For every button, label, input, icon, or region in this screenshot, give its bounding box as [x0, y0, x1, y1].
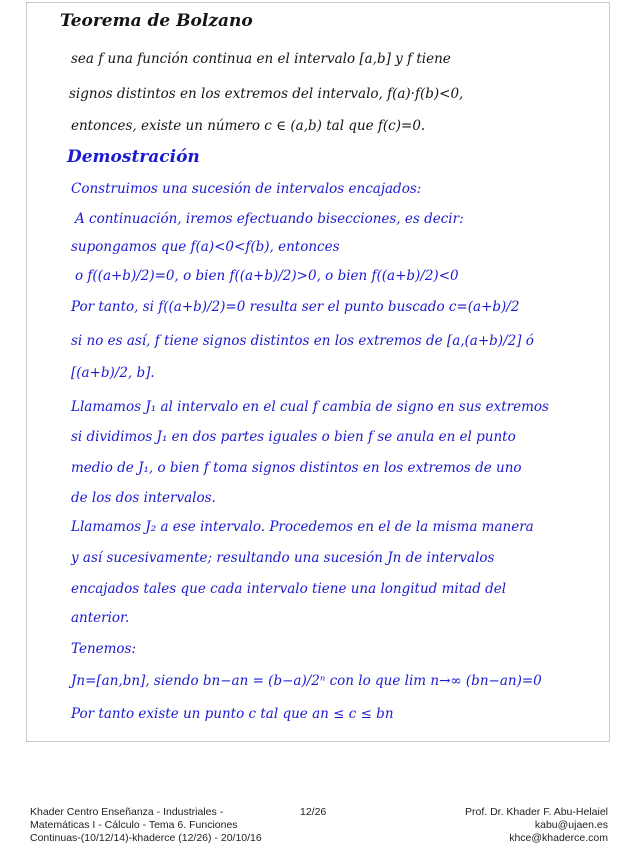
demo-line-8: Llamamos J₁ al intervalo en el cual f cambia de signo en sus extremos [71, 399, 549, 415]
demo-line-6: si no es así, f tiene signos distintos en los extremos de [a,(a+b)/2] ó [71, 333, 534, 349]
footer-page-number: 12/26 [300, 806, 327, 818]
demo-line-11: de los dos intervalos. [71, 490, 216, 506]
footer-left-line-1: Khader Centro Enseñanza - Industriales - [30, 806, 224, 818]
footer-left-line-2: Matemáticas I - Cálculo - Tema 6. Funciones [30, 819, 238, 831]
demo-line-1: Construimos una sucesión de intervalos encajados: [71, 181, 422, 197]
demo-line-7: [(a+b)/2, b]. [71, 365, 155, 381]
demo-line-12: Llamamos J₂ a ese intervalo. Procedemos en el de la misma manera [71, 519, 534, 535]
demo-line-3: supongamos que f(a)<0<f(b), entonces [71, 239, 340, 255]
footer-email-1: kabu@ujaen.es [534, 819, 608, 831]
demo-heading: Demostración [67, 147, 200, 167]
statement-line-3: entonces, existe un número c ∈ (a,b) tal que f(c)=0. [71, 118, 426, 134]
footer-right [465, 806, 608, 845]
statement-line-1: sea f una función continua en el intervalo [a,b] y f tiene [71, 51, 451, 67]
footer-left-line-3: Continuas-(10/12/14)-khaderce (12/26) - 20/10/16 [30, 832, 262, 844]
demo-line-9: si dividimos J₁ en dos partes iguales o bien f se anula en el punto [71, 429, 516, 445]
footer-author: Prof. Dr. Khader F. Abu-Helaiel [465, 806, 608, 818]
demo-line-18: Por tanto existe un punto c tal que an ≤ c ≤ bn [71, 706, 394, 722]
demo-line-2: A continuación, iremos efectuando bisecciones, es decir: [75, 211, 464, 227]
demo-line-17: Jn=[an,bn], siendo bn−an = (b−a)/2ⁿ con lo que lim n→∞ (bn−an)=0 [71, 673, 542, 689]
footer-email-2: khce@khaderce.com [509, 832, 608, 844]
demo-line-10: medio de J₁, o bien f toma signos distintos en los extremos de uno [71, 460, 522, 476]
demo-line-16: Tenemos: [71, 641, 137, 657]
handwritten-page [26, 2, 610, 742]
footer-left [30, 806, 262, 845]
demo-line-13: y así sucesivamente; resultando una sucesión Jn de intervalos [71, 550, 495, 566]
demo-line-4: o f((a+b)/2)=0, o bien f((a+b)/2)>0, o bien f((a+b)/2)<0 [75, 268, 459, 284]
demo-line-5: Por tanto, si f((a+b)/2)=0 resulta ser el punto buscado c=(a+b)/2 [71, 299, 520, 315]
demo-line-15: anterior. [71, 610, 130, 626]
theorem-title: Teorema de Bolzano [60, 11, 253, 31]
demo-line-14: encajados tales que cada intervalo tiene una longitud mitad del [71, 581, 507, 597]
statement-line-2: signos distintos en los extremos del intervalo, f(a)·f(b)<0, [69, 86, 464, 102]
